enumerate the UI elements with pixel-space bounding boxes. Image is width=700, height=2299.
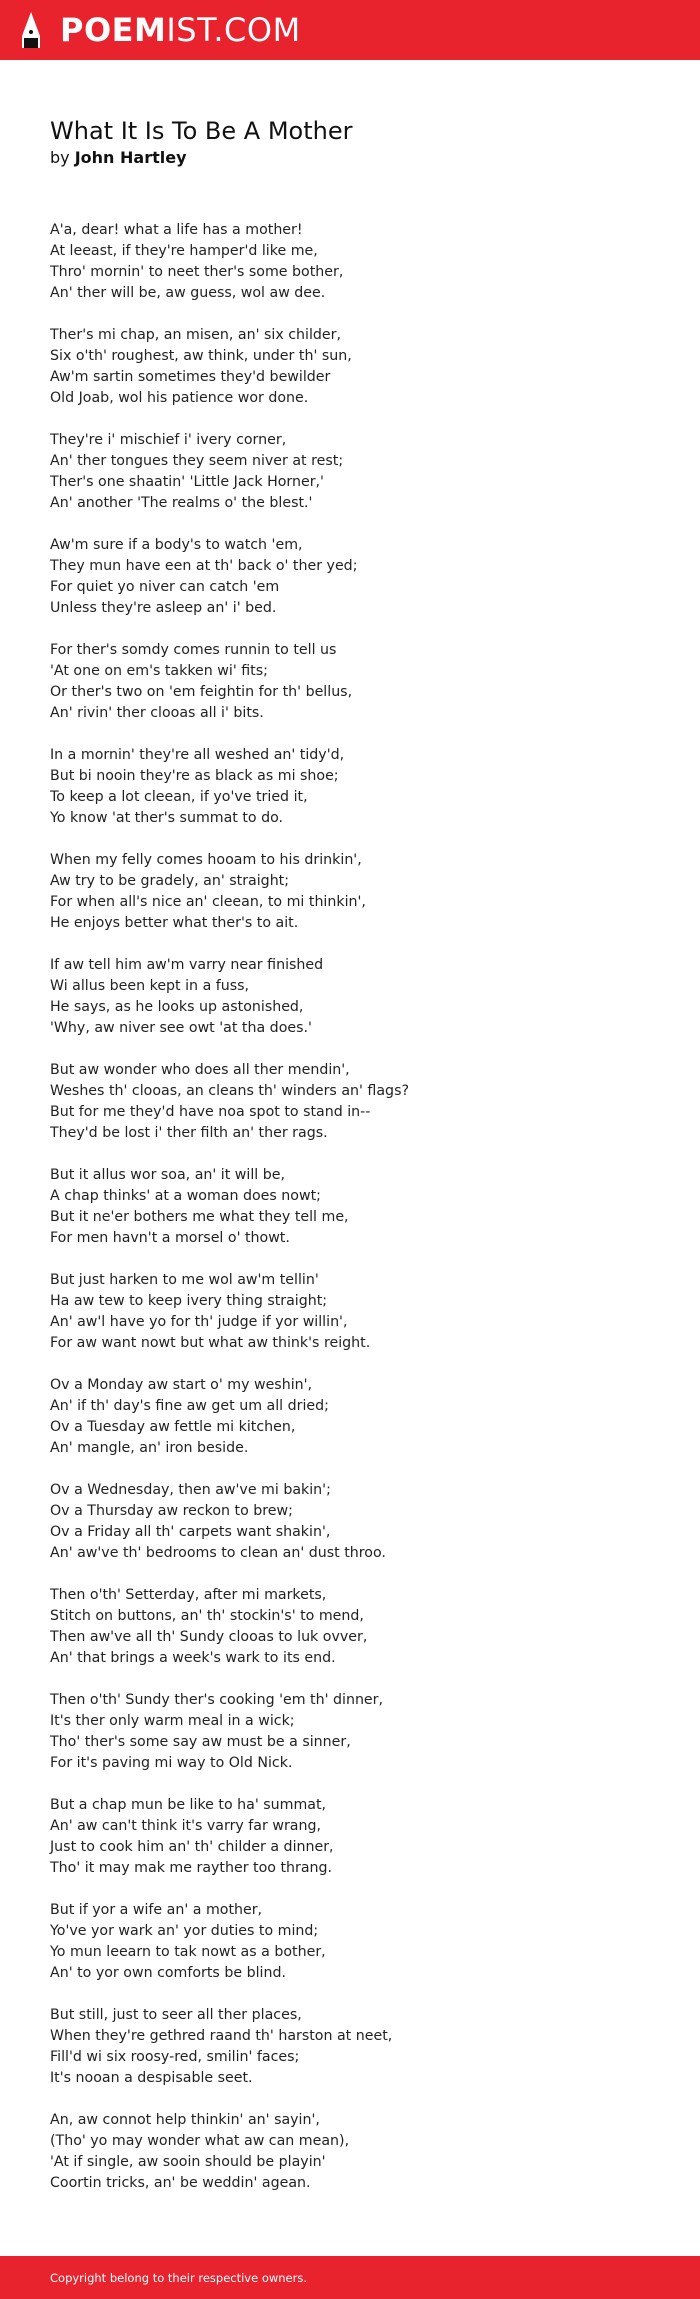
poem-line: They're i' mischief i' ivery corner, — [50, 432, 287, 448]
poem-line: 'At one on em's takken wi' fits; — [50, 663, 268, 679]
poem-line: Wi allus been kept in a fuss, — [50, 978, 250, 994]
poem-line: Ov a Thursday aw reckon to brew; — [50, 1503, 293, 1519]
site-logo[interactable] — [60, 12, 301, 48]
poem-line: If aw tell him aw'm varry near finished — [50, 957, 324, 973]
poem-line: Weshes th' clooas, an cleans th' winders an' flags? — [50, 1083, 409, 1099]
stanza — [50, 1690, 670, 1774]
poem-line: In a mornin' they're all weshed an' tidy'd, — [50, 747, 345, 763]
poem-line: But it ne'er bothers me what they tell me, — [50, 1209, 349, 1225]
poem-line: Ov a Friday all th' carpets want shakin', — [50, 1524, 331, 1540]
poem-line: He says, as he looks up astonished, — [50, 999, 304, 1015]
byline — [50, 147, 187, 169]
poem-line: An' aw'l have yo for th' judge if yor willin', — [50, 1314, 348, 1330]
poem-line: But aw wonder who does all ther mendin', — [50, 1062, 350, 1078]
poem-line: They'd be lost i' ther filth an' ther rags. — [50, 1125, 328, 1141]
poem-line: Ov a Tuesday aw fettle mi kitchen, — [50, 1419, 296, 1435]
poem-line: A'a, dear! what a life has a mother! — [50, 222, 303, 238]
poem-line: Six o'th' roughest, aw think, under th' sun, — [50, 348, 352, 364]
poem-line: Ov a Wednesday, then aw've mi bakin'; — [50, 1482, 331, 1498]
stanza — [50, 1480, 670, 1564]
poem-line: 'At if single, aw sooin should be playin' — [50, 2154, 326, 2170]
poem-line: To keep a lot cleean, if yo've tried it, — [50, 789, 308, 805]
poem-line: An' mangle, an' iron beside. — [50, 1440, 249, 1456]
poem-line: Just to cook him an' th' childer a dinner, — [50, 1839, 334, 1855]
poem-line: For men havn't a morsel o' thowt. — [50, 1230, 290, 1246]
poem-line: It's nooan a despisable seet. — [50, 2070, 253, 2086]
poem-line: Then o'th' Sundy ther's cooking 'em th' dinner, — [50, 1692, 384, 1708]
stanza — [50, 325, 670, 409]
poem-line: Ov a Monday aw start o' my weshin', — [50, 1377, 313, 1393]
poem-line: For when all's nice an' cleean, to mi thinkin', — [50, 894, 366, 910]
poem-line: An' ther tongues they seem niver at rest; — [50, 453, 344, 469]
poem-line: Aw'm sure if a body's to watch 'em, — [50, 537, 303, 553]
poem-line: An' ther will be, aw guess, wol aw dee. — [50, 285, 326, 301]
stanza — [50, 1795, 670, 1879]
stanza — [50, 2005, 670, 2089]
stanza — [50, 1165, 670, 1249]
copyright-notice: Copyright belong to their respective owners. — [50, 2271, 308, 2285]
poem-line: An' aw can't think it's varry far wrang, — [50, 1818, 321, 1834]
poem-line: When my felly comes hooam to his drinkin', — [50, 852, 362, 868]
poem-line: For ther's somdy comes runnin to tell us — [50, 642, 337, 658]
poem-line: For quiet yo niver can catch 'em — [50, 579, 280, 595]
poem-line: Ha aw tew to keep ivery thing straight; — [50, 1293, 328, 1309]
poem-line: Aw try to be gradely, an' straight; — [50, 873, 290, 889]
poem-line: Tho' ther's some say aw must be a sinner, — [50, 1734, 351, 1750]
poem-line: He enjoys better what ther's to ait. — [50, 915, 299, 931]
poem-line: But it allus wor soa, an' it will be, — [50, 1167, 285, 1183]
poem-line: For aw want nowt but what aw think's reight. — [50, 1335, 371, 1351]
poem-line: Tho' it may mak me rayther too thrang. — [50, 1860, 333, 1876]
poem-line: 'Why, aw niver see owt 'at tha does.' — [50, 1020, 312, 1036]
poem-line: Yo mun leearn to tak nowt as a bother, — [50, 1944, 326, 1960]
poem-line: An' another 'The realms o' the blest.' — [50, 495, 313, 511]
poem-line: Ther's one shaatin' 'Little Jack Horner,' — [50, 474, 324, 490]
stanza — [50, 1375, 670, 1459]
logo-text-bold: POEM — [60, 11, 167, 49]
poem-line: But just harken to me wol aw'm tellin' — [50, 1272, 319, 1288]
poem-line: Coortin tricks, an' be weddin' agean. — [50, 2175, 311, 2191]
poem-line: Then aw've all th' Sundy clooas to luk ovver, — [50, 1629, 368, 1645]
stanza — [50, 220, 670, 304]
poem-line: But bi nooin they're as black as mi shoe; — [50, 768, 339, 784]
poem-line: An' rivin' ther clooas all i' bits. — [50, 705, 264, 721]
poem-line: An' that brings a week's wark to its end. — [50, 1650, 336, 1666]
poem-line: Old Joab, wol his patience wor done. — [50, 390, 309, 406]
poem-line: Fill'd wi six roosy-red, smilin' faces; — [50, 2049, 300, 2065]
poem-line: Then o'th' Setterday, after mi markets, — [50, 1587, 327, 1603]
poem-line: Aw'm sartin sometimes they'd bewilder — [50, 369, 331, 385]
stanza — [50, 850, 670, 934]
poem-line: Thro' mornin' to neet ther's some bother, — [50, 264, 344, 280]
poem-line: But if yor a wife an' a mother, — [50, 1902, 263, 1918]
poem-line: An, aw connot help thinkin' an' sayin', — [50, 2112, 320, 2128]
stanza — [50, 1585, 670, 1669]
stanza — [50, 640, 670, 724]
stanza — [50, 2110, 670, 2194]
poem-line: Yo've yor wark an' yor duties to mind; — [50, 1923, 319, 1939]
poem-line: Yo know 'at ther's summat to do. — [50, 810, 284, 826]
logo-text-light: IST.COM — [166, 11, 301, 49]
stanza — [50, 955, 670, 1039]
poem-line: But a chap mun be like to ha' summat, — [50, 1797, 327, 1813]
poem-line: It's ther only warm meal in a wick; — [50, 1713, 295, 1729]
site-header — [0, 0, 700, 60]
stanza — [50, 1060, 670, 1144]
poem-line: Stitch on buttons, an' th' stockin's' to mend, — [50, 1608, 364, 1624]
poem-line: An' if th' day's fine aw get um all dried; — [50, 1398, 329, 1414]
poem-line: An' to yor own comforts be blind. — [50, 1965, 286, 1981]
poem-line: Or ther's two on 'em feightin for th' bellus, — [50, 684, 353, 700]
stanza — [50, 535, 670, 619]
poem-line: When they're gethred raand th' harston at neet, — [50, 2028, 393, 2044]
poem-line: Ther's mi chap, an misen, an' six childer, — [50, 327, 341, 343]
site-footer — [0, 2256, 700, 2299]
poem-line: For it's paving mi way to Old Nick. — [50, 1755, 293, 1771]
poem-line: Unless they're asleep an' i' bed. — [50, 600, 277, 616]
poem-line: A chap thinks' at a woman does nowt; — [50, 1188, 321, 1204]
poem-title: What It Is To Be A Mother — [50, 117, 353, 145]
author-name[interactable]: John Hartley — [74, 148, 187, 167]
poem-line: (Tho' yo may wonder what aw can mean), — [50, 2133, 350, 2149]
by-label: by — [50, 148, 70, 167]
stanza — [50, 745, 670, 829]
stanza — [50, 1270, 670, 1354]
poem-line: They mun have een at th' back o' ther yed; — [50, 558, 358, 574]
stanza — [50, 430, 670, 514]
poem-body — [50, 220, 670, 2215]
pen-nib-icon[interactable] — [18, 10, 44, 50]
poem-line: At leeast, if they're hamper'd like me, — [50, 243, 318, 259]
poem-line: But still, just to seer all ther places, — [50, 2007, 302, 2023]
poem-line: An' aw've th' bedrooms to clean an' dust throo. — [50, 1545, 386, 1561]
stanza — [50, 1900, 670, 1984]
poem-line: But for me they'd have noa spot to stand in-- — [50, 1104, 371, 1120]
